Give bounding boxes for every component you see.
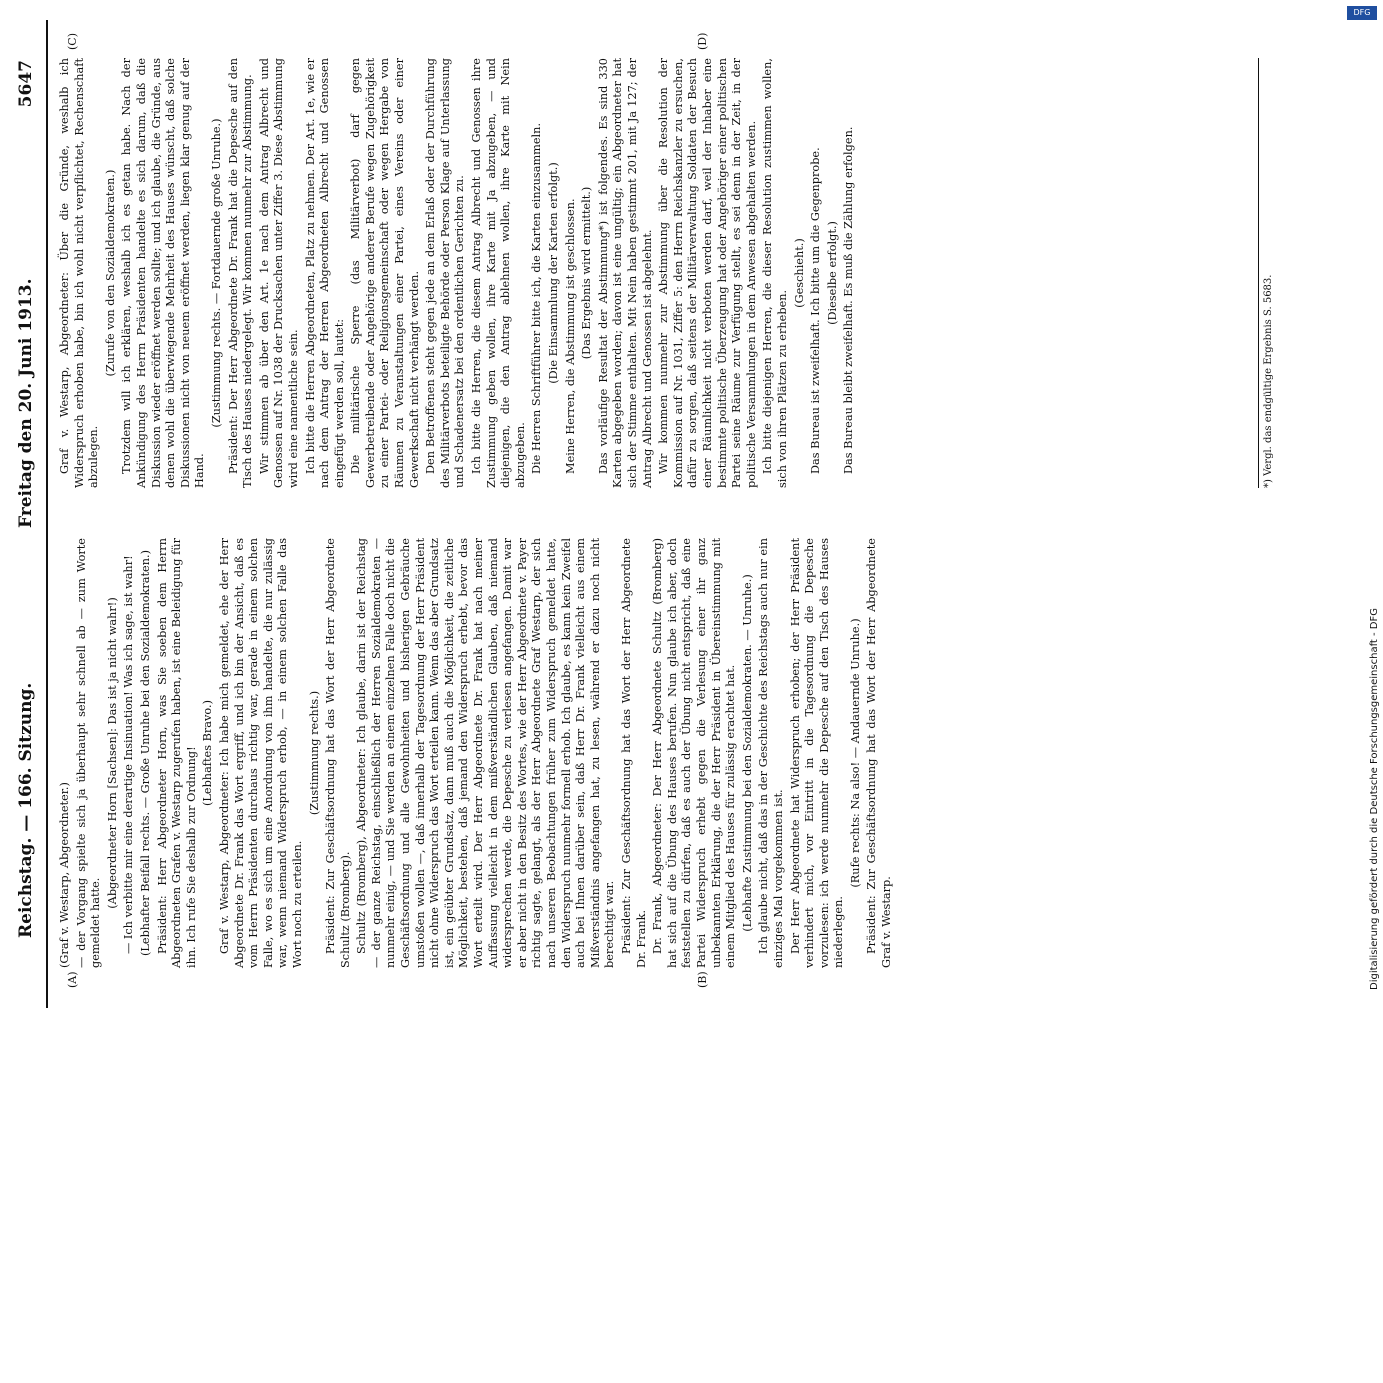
paragraph: Wir stimmen ab über den Art. 1e nach dem Antrag Albrecht und Genossen auf Nr. 1038 der Drucksachen unter Ziffer 3. Diese Abstimmung wird eine namentliche sein. [257, 58, 300, 488]
paragraph: Das vorläufige Resultat der Abstimmung*) ist folgendes. Es sind 330 Karten abgegeben worden; davon ist eine ungültig; ein Abgeordneter hat sich der Stimme enthalten. Mit Nein haben gestimmt 201, mit Ja 127; der Antrag Albrecht und Genossen ist abgelehnt. [596, 58, 654, 488]
interjection: (Zustimmung rechts.) [307, 690, 321, 816]
paragraph: Ich bitte die Herren, die diesem Antrag Albrecht und Genossen ihre Zustimmung geben wollen, ihre Karte mit Ja abzugeben, — und diejenigen, die den Antrag ablehnen wollen, ihre Karte mit Nein abzugeben. [470, 58, 527, 488]
margin-letter-d: (D) [696, 32, 709, 50]
header-date: Freitag den 20. Juni 1913. [16, 278, 36, 528]
paragraph: Ich glaube nicht, daß das in der Geschichte des Reichstags auch nur ein einziges Mal vorgekommen ist. [757, 538, 785, 968]
interjection: (Die Einsammlung der Karten erfolgt.) [547, 162, 560, 384]
footnote: *) Vergl. das endgültige Ergebnis S. 5683. [1258, 58, 1274, 488]
interjection: (Geschieht.) [792, 238, 806, 308]
rotated-print-page [6, 20, 1298, 1008]
paragraph: Wir kommen nunmehr zur Abstimmung über die Resolution der Kommission auf Nr. 1031, Ziffer 5: den Herrn Reichskanzler zu ersuchen, dafür zu sorgen, daß seitens der Militärverwaltung Soldaten der Besuch einer Räumlichkeit nicht verboten werden darf, weil der Inhaber eine bestimmte politische Überzeugung hat oder Angehöriger einer politischen Partei seine Räume zur Verfügung stellt, es sei denn in der Zeit, in der politische Versammlungen in dem Anwesen abgehalten werden. [657, 58, 758, 488]
dfg-logo: DFG [1347, 6, 1377, 20]
right-column [58, 58, 859, 488]
paragraph: Graf v. Westarp, Abgeordneter: Über die Gründe, weshalb ich Widerspruch erhoben habe, bin ich wohl nicht verpflichtet, Rechenschaft abzulegen. [58, 58, 101, 488]
paragraph: Die Herren Schriftführer bitte ich, die Karten einzusammeln. [530, 122, 544, 474]
paragraph: (Graf v. Westarp, Abgeordneter.) [58, 782, 71, 968]
paragraph: Das Bureau ist zweifelhaft. Ich bitte um die Gegenprobe. [809, 147, 823, 474]
credit-text: Digitalisierung gefördert durch die Deutsche Forschungsgemeinschaft - DFG [1369, 607, 1380, 990]
interjection: (Lebhafter Beifall rechts. — Große Unruhe bei den Sozialdemokraten.) [138, 550, 152, 957]
interjection: (Dieselbe erfolgt.) [825, 221, 839, 325]
credit-strip [1369, 30, 1381, 990]
paragraph: Präsident: Zur Geschäftsordnung hat das Wort der Herr Abgeordnete Graf v. Westarp. [865, 538, 894, 968]
left-column [58, 538, 897, 968]
print-sheet [6, 20, 1298, 1008]
paragraph: — Ich verbitte mir eine derartige Insinuation! Was ich sage, ist wahr! [122, 555, 136, 954]
paragraph: Graf v. Westarp, Abgeordneter: Ich habe mich gemeldet, ehe der Herr Abgeordnete Dr. Frank das Wort ergriff, und ich bin der Ansicht, daß es vom Herrn Präsidenten durchaus richtig war, gerade in einem solchen Falle, wo es sich um eine Anordnung von ihm handelte, die nur zulässig war, wenn niemand Widerspruch erhob, — in einem solchen Falle das Wort noch zu erteilen. [217, 538, 304, 968]
margin-letter-b: (B) [696, 971, 709, 988]
paragraph: Ich bitte die Herren Abgeordneten, Platz zu nehmen. Der Art. 1e, wie er nach dem Antrag der Herren Abgeordneten Albrecht und Genossen eingefügt werden soll, lautet: [303, 58, 346, 488]
paragraph: Präsident: Herr Abgeordneter Horn, was Sie soeben dem Herrn Abgeordneten Grafen v. Westarp zugerufen haben, ist eine Beleidigung für ihn. Ich rufe Sie deshalb zur Ordnung! [155, 538, 198, 968]
page-number: 5647 [16, 60, 36, 108]
interjection: (Rufe rechts: Na also! — Andauernde Unruhe.) [848, 618, 862, 888]
interjection: (Abgeordneter Horn [Sachsen]: Das ist ja nicht wahr!) [105, 597, 119, 909]
paragraph: Präsident: Zur Geschäftsordnung hat das Wort der Herr Abgeordnete Schultz (Bromberg). [324, 538, 352, 968]
margin-letter-a: (A) [66, 971, 79, 988]
interjection: (Zustimmung rechts. — Fortdauernde große Unruhe.) [209, 118, 223, 428]
quoted-text: Die militärische Sperre (das Militärverbot) darf gegen Gewerbetreibende oder Angehörige anderer Berufe wegen Zugehörigkeit zu einer Partei- oder Religionsgemeinschaft oder wegen Hergabe von Räumen zu Veranstaltungen einer Partei, eines Vereins oder einer Gewerkschaft nicht verhängt werden. [349, 58, 421, 488]
paragraph: Präsident: Zur Geschäftsordnung hat das Wort der Herr Abgeordnete Dr. Frank. [619, 538, 648, 968]
paragraph: Schultz (Bromberg), Abgeordneter: Ich glaube, darin ist der Reichstag — der ganze Reichstag, einschließlich der Herren Sozialdemokraten — nunmehr einig, — und Sie werden an einem einzelnen Falle doch nicht die Geschäftsordnung und alle Gewohnheiten und bisherigen Gebräuche umstoßen wollen —, daß innerhalb der Tagesordnung der Herr Präsident nicht ohne Widerspruch das Wort erteilen kann. Wenn das aber Grundsatz ist, ein geübter Grundsatz, dann muß auch die Möglichkeit, die zeitliche Möglichkeit, bestehen, daß jemand den Widerspruch erhebt, bevor das Wort erteilt wird. Der Herr Abgeordnete Dr. Frank hat nach meiner Auffassung vielleicht in dem mißverständlichen Glauben, daß niemand widersprechen werde, die Depesche zu verlesen angefangen. Damit war er aber nicht in den Besitz des Wortes, wie der Herr Abgeordnete v. Payer richtig sagte, gelangt, als der Herr Abgeordnete Graf Westarp, der sich nach unseren Beobachtungen früher zum Widerspruch gemeldet hatte, den Widerspruch nunmehr formell erhob. Ich glaube, es kann kein Zweifel auch bei Ihnen darüber sein, daß Herr Dr. Frank vielleicht aus einem Mißverständnis angefangen hat, zu lesen, während er dazu noch nicht berechtigt war. [355, 538, 617, 968]
paragraph: Ich bitte diejenigen Herren, die dieser Resolution zustimmen wollen, sich von ihren Plätzen zu erheben. [761, 58, 789, 488]
running-header [6, 20, 48, 1008]
interjection: (Das Ergebnis wird ermittelt.) [580, 186, 594, 360]
paragraph: — der Vorgang spielte sich ja überhaupt sehr schnell ab — zum Worte gemeldet hatte. [74, 538, 103, 968]
header-left: Reichstag. — 166. Sitzung. [16, 682, 36, 938]
interjection: (Lebhaftes Bravo.) [201, 699, 215, 807]
quoted-text: Den Betroffenen steht gegen jede an dem Erlaß oder der Durchführung des Militärverbots beteiligte Behörde oder Person Klage auf Unterlassung und Schadenersatz bei den ordentlichen Gerichten zu. [424, 58, 467, 488]
interjection: (Lebhafte Zustimmung bei den Sozialdemokraten. — Unruhe.) [740, 574, 754, 932]
paragraph: Der Herr Abgeordnete hat Widerspruch erhoben; der Herr Präsident verhindert mich, vor Eintritt in die Tagesordnung die Depesche vorzulesen: ich werde nunmehr die Depesche auf den Tisch des Hauses niederlegen. [788, 538, 846, 968]
paragraph: Trotzdem will ich erklären, weshalb ich es getan habe. Nach der Ankündigung des Herrn Präsidenten handelte es sich darum, daß die Diskussion wieder eröffnet werden sollte; und ich glaube, die Gründe, aus denen wohl die überwiegende Mehrheit des Hauses wünscht, daß solche Diskussionen nicht von neuem eröffnet werden, liegen klar genug auf der Hand. [120, 58, 207, 488]
paragraph: Meine Herren, die Abstimmung ist geschlossen. [563, 198, 577, 474]
paragraph: Das Bureau bleibt zweifelhaft. Es muß die Zählung erfolgen. [842, 126, 856, 474]
margin-letter-c: (C) [66, 33, 79, 50]
interjection: (Zurufe von den Sozialdemokraten.) [103, 169, 117, 377]
paragraph: Dr. Frank, Abgeordneter: Der Herr Abgeordnete Schultz (Bromberg) hat sich auf die Übung des Hauses berufen. Nun glaube ich aber, doch feststellen zu dürfen, daß es auch der Übung nicht entspricht, daß eine Partei Widerspruch erhebt gegen die Verlesung einer ihr ganz unbekannten Erklärung, die der Herr Präsident in Übereinstimmung mit einem Mitglied des Hauses für zulässig erachtet hat. [651, 538, 738, 968]
paragraph: Präsident: Der Herr Abgeordnete Dr. Frank hat die Depesche auf den Tisch des Hauses niedergelegt. Wir kommen nunmehr zur Abstimmung. [226, 58, 255, 488]
